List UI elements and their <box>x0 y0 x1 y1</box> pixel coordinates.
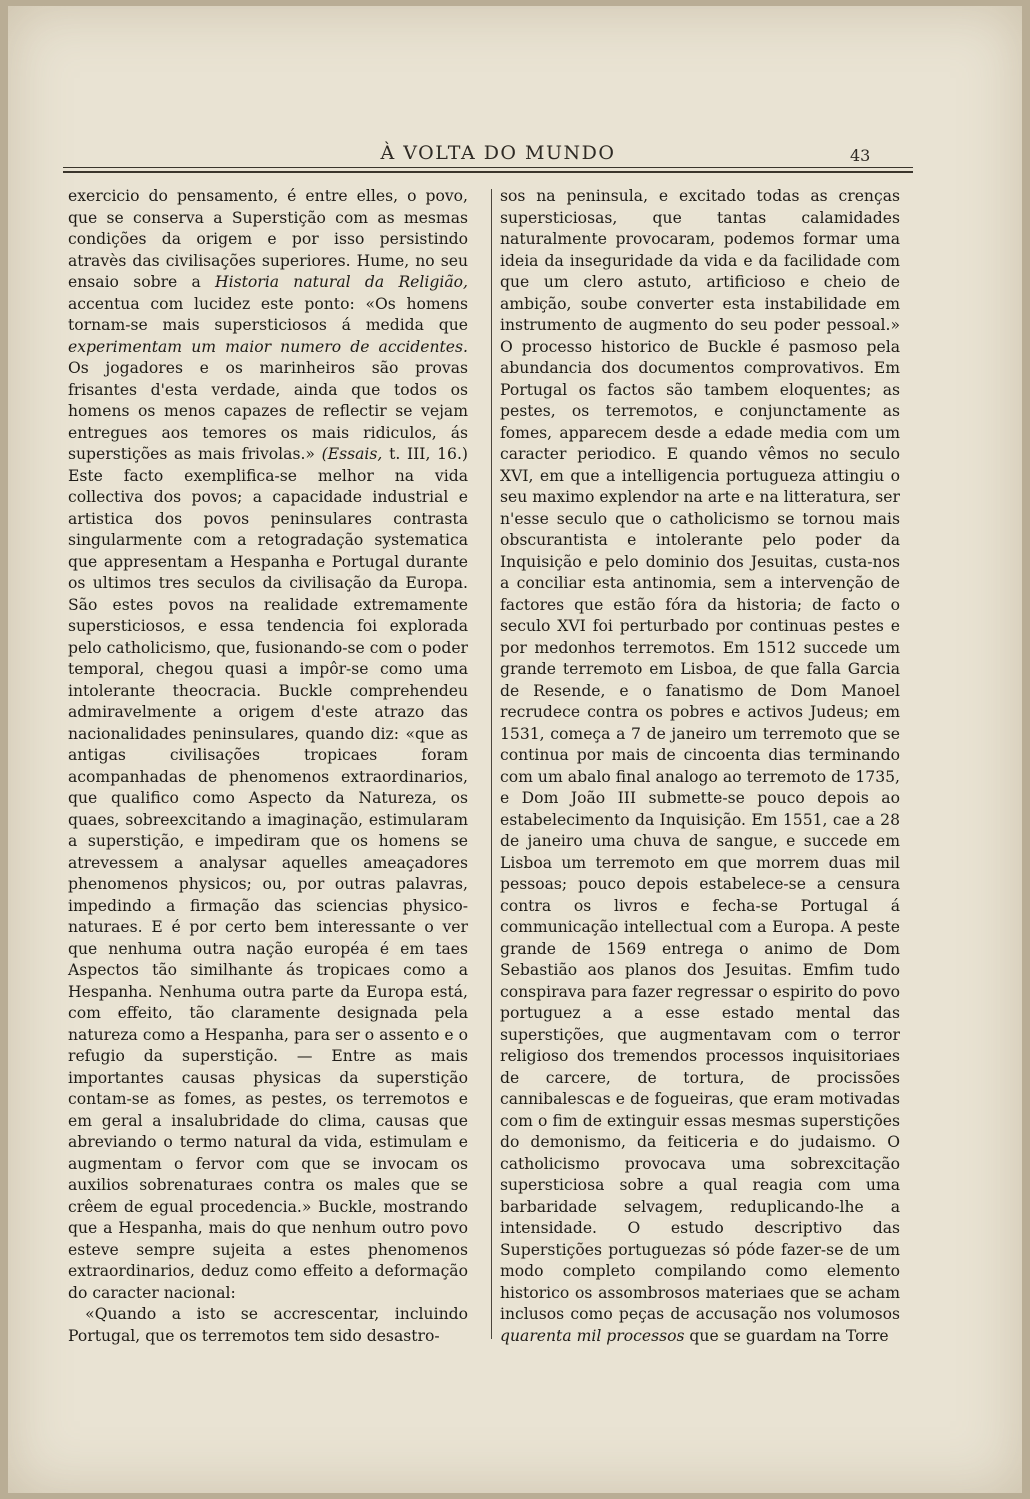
text-run: accentua com lucidez este ponto: «Os homens tornam-se mais supersticiosos á medida que <box>68 294 468 334</box>
italic-phrase: quarenta mil processos <box>500 1326 685 1345</box>
italic-quote: experimentam um maior numero de accidentes. <box>68 337 468 356</box>
header-rule-thick <box>63 171 913 173</box>
page-number: 43 <box>850 146 871 165</box>
text-run: que se guardam na Torre <box>684 1326 889 1345</box>
right-column <box>500 186 900 1347</box>
text-run: Os jogadores e os marinheiros são provas frisantes d'esta verdade, ainda que todos os homens os menos capazes de reflectir se vejam entregues aos temores os mais ridiculos, ás superstições as mais frivolas.» <box>68 359 468 463</box>
running-title: À VOLTA DO MUNDO <box>380 142 616 164</box>
italic-citation: (Essais, <box>321 445 383 463</box>
right-paragraph-1 <box>500 186 900 1347</box>
italic-title: Historia natural da Religião, <box>215 273 468 291</box>
text-run: sos na peninsula, e excitado todas as crenças supersticiosas, que tantas calamidades naturalmente provocaram, podemos formar uma ideia da inseguridade da vida e da facilidade com que um clero astuto, artificioso e cheio de ambição, soube converter esta instabilidade em instrumento de augmento do seu poder pessoal.» O processo historico de Buckle é pasmoso pela abundancia dos documentos comprovativos. Em Portugal os factos são tambem eloquentes; as pestes, os terremotos, e conjunctamente as fomes, apparecem desde a edade media com um caracter periodico. E quando vêmos no seculo XVI, em que a intelligencia portugueza attingiu o seu maximo explendor na arte e na litteratura, ser n'esse seculo que o catholicismo se tornou mais obscurantista e intolerante pelo poder da Inquisição e pelo dominio dos Jesuitas, custa-nos a conciliar esta antinomia, sem a intervenção de factores que estão fóra da historia; de facto o seculo XVI foi perturbado por continuas pestes e por medonhos terremotos. Em 1512 succede um grande terremoto em Lisboa, de que falla Garcia de Resende, e o fanatismo de Dom Manoel recrudece contra os pobres e activos Judeus; em 1531, começa a 7 de janeiro um terremoto que se continua por mais de cincoenta dias terminando com um abalo final analogo ao terremoto de 1735, e Dom João III submette-se pouco depois ao estabelecimento da Inquisição. Em 1551, cae a 28 de janeiro uma chuva de sangue, e succede em Lisboa um terremoto em que morrem duas mil pessoas; pouco depois estabelece-se a censura contra os livros e fecha-se Portugal á communicação intellectual com a Europa. A peste grande de 1569 entrega o animo de Dom Sebastião aos planos dos Jesuitas. Emfim tudo conspirava para fazer regressar o espirito do povo portuguez a a esse estado mental das superstições, que augmentavam com o terror religioso dos tremendos processos inquisitoriaes de carcere, de tortura, de procissões cannibalescas e de fogueiras, que eram motivadas com o fim de extinguir essas mesmas superstições do demonismo, da feiticeria e do judaismo. O catholicismo provocava uma sobrexcitação supersticiosa sobre a qual reagia com uma barbaridade selvagem, reduplicando-lhe a intensidade. O estudo descriptivo das Superstições portuguezas só póde fazer-se de um modo completo compilando como elemento historico os assombrosos materiaes que se acham inclusos como peças de accusação nos volumosos <box>500 187 900 1323</box>
left-paragraph-1 <box>68 186 468 1304</box>
left-paragraph-2: «Quando a isto se accrescentar, incluindo Portugal, que os terremotos tem sido desastro- <box>68 1305 468 1345</box>
text-run: t. III, 16.) Este facto exemplifica-se melhor na vida collectiva dos povos; a capacidade industrial e artistica dos povos peninsulares contrasta singularmente com a retogradação systematica que appresentam a Hespanha e Portugal durante os ultimos tres seculos da civilisação da Europa. São estes povos na realidade extremamente supersticiosos, e essa tendencia foi explorada pelo catholicismo, que, fusionando-se com o poder temporal, chegou quasi a impôr-se como uma intolerante theocracia. Buckle comprehendeu admiravelmente a origem d'este atrazo das nacionalidades peninsulares, quando diz: «que as antigas civilisações tropicaes foram acompanhadas de phenomenos extraordinarios, que qualifico como Aspecto da Natureza, os quaes, sobreexcitando a imaginação, estimularam a superstição, e impediram que os homens se atrevessem a analysar aquelles ameaçadores phenomenos physicos; ou, por outras palavras, impedindo a firmação das sciencias physico-naturaes. E é por certo bem interessante o ver que nenhuma outra nação européa é em taes Aspectos tão similhante ás tropicaes como a Hespanha. Nenhuma outra parte da Europa está, com effeito, tão claramente designada pela natureza como a Hespanha, para ser o assento e o refugio da superstição. — Entre as mais importantes causas physicas da superstição contam-se as fomes, as pestes, os terremotos e em geral a insalubridade do clima, causas que abreviando o termo natural da vida, estimulam e augmentam o fervor com que se invocam os auxilios sobrenaturaes contra os males que se crêem de egual procedencia.» Buckle, mostrando que a Hespanha, mais do que nenhum outro povo esteve sempre sujeita a estes phenomenos extraordinarios, deduz como effeito a deformação do caracter nacional: <box>68 445 468 1302</box>
header-rule-thin <box>63 167 913 168</box>
column-divider <box>491 189 492 1339</box>
book-page <box>8 6 1022 1493</box>
text-run: exercicio do pensamento, é entre elles, o povo, que se conserva a Superstição com as mesmas condições da origem e por isso persistindo atravès das civilisações superiores. Hume, no seu ensaio sobre a <box>68 187 468 291</box>
left-column <box>68 186 468 1347</box>
